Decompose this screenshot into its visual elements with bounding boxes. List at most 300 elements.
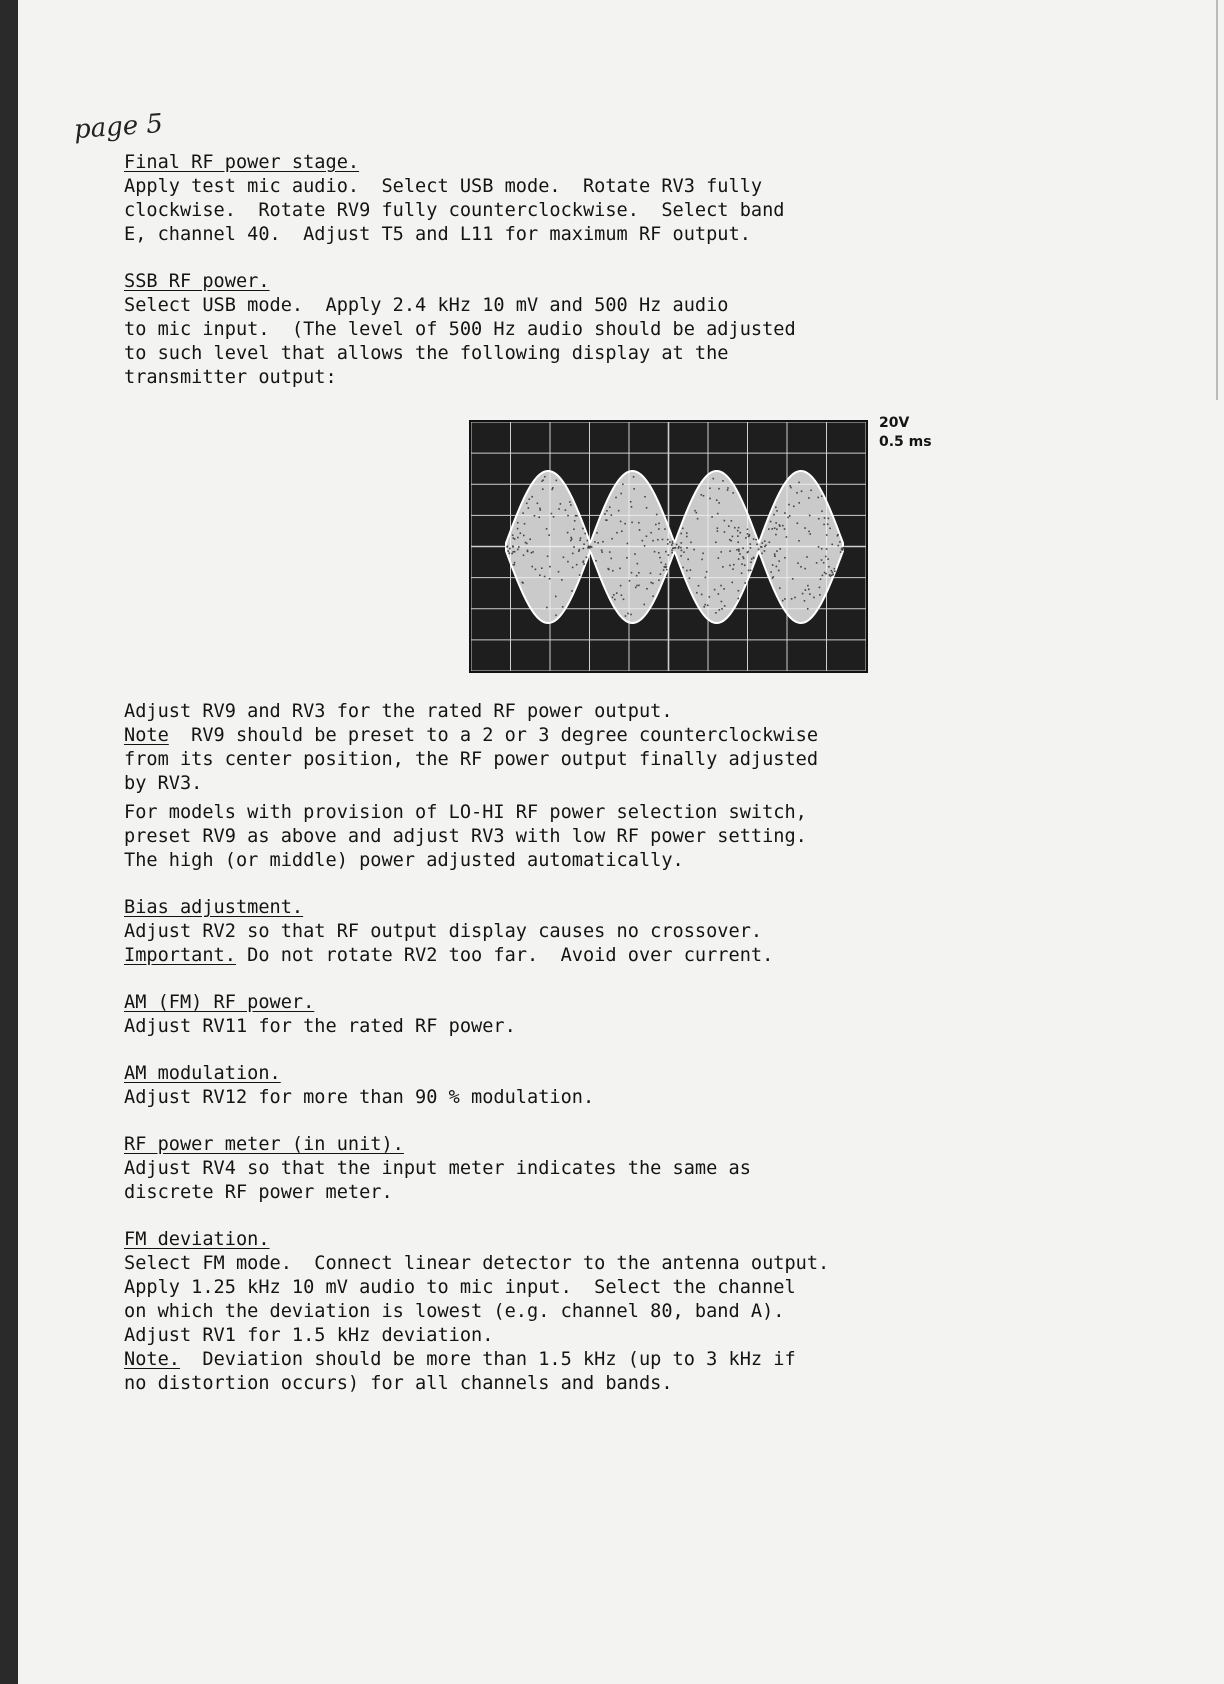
trace-speckle: [549, 566, 551, 568]
trace-speckle: [748, 570, 750, 572]
trace-speckle: [727, 487, 729, 489]
trace-speckle: [636, 585, 638, 587]
trace-speckle: [798, 540, 800, 542]
trace-speckle: [793, 505, 795, 507]
trace-speckle: [747, 533, 749, 535]
trace-speckle: [701, 559, 703, 561]
trace-speckle: [579, 574, 581, 576]
trace-speckle: [630, 614, 632, 616]
trace-speckle: [761, 553, 763, 555]
trace-speckle: [620, 493, 622, 495]
trace-speckle: [583, 563, 585, 565]
note-label: Note: [124, 725, 169, 746]
trace-speckle: [694, 510, 696, 512]
trace-speckle: [711, 516, 713, 518]
document-page: [18, 0, 1224, 1684]
trace-speckle: [613, 594, 615, 596]
trace-speckle: [512, 545, 514, 547]
trace-speckle: [538, 516, 540, 518]
trace-speckle: [658, 552, 660, 554]
trace-speckle: [747, 551, 749, 553]
trace-speckle: [576, 515, 578, 517]
trace-speckle: [789, 515, 791, 517]
trace-speckle: [539, 574, 541, 576]
trace-speckle: [576, 564, 578, 566]
trace-speckle: [789, 485, 791, 487]
trace-speckle: [660, 573, 662, 575]
trace-speckle: [809, 515, 811, 517]
trace-speckle: [696, 512, 698, 514]
trace-speckle: [750, 570, 752, 572]
trace-speckle: [627, 543, 629, 545]
trace-speckle: [843, 547, 845, 549]
trace-speckle: [738, 590, 740, 592]
trace-speckle: [817, 497, 819, 499]
trace-speckle: [739, 553, 741, 555]
trace-speckle: [571, 590, 573, 592]
trace-speckle: [528, 507, 530, 509]
trace-speckle: [792, 578, 794, 580]
trace-speckle: [805, 589, 807, 591]
trace-speckle: [842, 549, 844, 551]
trace-speckle: [520, 532, 522, 534]
trace-speckle: [652, 540, 654, 542]
heading-am-modulation: AM modulation.: [124, 1063, 281, 1084]
trace-speckle: [678, 547, 680, 549]
body-line: E, channel 40. Adjust T5 and L11 for maximum RF output.: [124, 224, 751, 245]
trace-speckle: [636, 575, 638, 577]
trace-speckle: [807, 585, 809, 587]
trace-speckle: [737, 530, 739, 532]
trace-speckle: [831, 544, 833, 546]
body-line: transmitter output:: [124, 367, 337, 388]
trace-speckle: [720, 585, 722, 587]
trace-speckle: [834, 568, 836, 570]
trace-speckle: [775, 522, 777, 524]
trace-speckle: [717, 527, 719, 529]
trace-speckle: [739, 532, 741, 534]
trace-speckle: [669, 541, 671, 543]
trace-speckle: [839, 541, 841, 543]
trace-speckle: [604, 513, 606, 515]
trace-speckle: [620, 521, 622, 523]
trace-speckle: [583, 560, 585, 562]
trace-speckle: [837, 535, 839, 537]
body-line: Note RV9 should be preset to a 2 or 3 degree counterclockwise: [124, 725, 819, 746]
trace-speckle: [602, 541, 604, 543]
trace-speckle: [674, 547, 676, 549]
trace-speckle: [621, 530, 623, 532]
trace-speckle: [643, 604, 645, 606]
trace-speckle: [768, 528, 770, 530]
body-line: Adjust RV2 so that RF output display causes no crossover.: [124, 921, 763, 942]
trace-speckle: [826, 548, 828, 550]
trace-speckle: [773, 514, 775, 516]
trace-speckle: [601, 551, 603, 553]
trace-speckle: [578, 550, 580, 552]
trace-speckle: [631, 506, 633, 508]
trace-speckle: [696, 592, 698, 594]
trace-speckle: [631, 522, 633, 524]
trace-speckle: [514, 562, 516, 564]
trace-speckle: [703, 606, 705, 608]
trace-speckle: [709, 498, 711, 500]
trace-speckle: [639, 529, 641, 531]
heading-final-rf: Final RF power stage.: [124, 152, 360, 173]
trace-speckle: [644, 496, 646, 498]
trace-speckle: [736, 549, 738, 551]
body-line: Adjust RV4 so that the input meter indicates the same as: [124, 1158, 751, 1179]
trace-speckle: [770, 571, 772, 573]
trace-speckle: [646, 535, 648, 537]
trace-speckle: [826, 534, 828, 536]
trace-speckle: [517, 537, 519, 539]
trace-speckle: [738, 550, 740, 552]
trace-speckle: [750, 547, 752, 549]
scope-trace: [471, 422, 866, 671]
trace-speckle: [523, 535, 525, 537]
trace-speckle: [722, 480, 724, 482]
trace-speckle: [578, 549, 580, 551]
trace-speckle: [528, 498, 530, 500]
trace-speckle: [804, 568, 806, 570]
trace-speckle: [511, 553, 513, 555]
trace-speckle: [652, 595, 654, 597]
trace-speckle: [738, 598, 740, 600]
trace-speckle: [698, 585, 700, 587]
trace-speckle: [734, 527, 736, 529]
trace-speckle: [507, 545, 509, 547]
trace-speckle: [626, 557, 628, 559]
trace-speckle: [816, 562, 818, 564]
trace-speckle: [558, 571, 560, 573]
trace-speckle: [828, 566, 830, 568]
trace-speckle: [771, 528, 773, 530]
trace-speckle: [584, 533, 586, 535]
trace-speckle: [776, 510, 778, 512]
trace-speckle: [808, 589, 810, 591]
trace-speckle: [737, 535, 739, 537]
trace-speckle: [683, 551, 685, 553]
oscilloscope-figure: [124, 390, 1124, 700]
trace-speckle: [654, 551, 656, 553]
trace-speckle: [513, 564, 515, 566]
trace-speckle: [825, 573, 827, 575]
trace-speckle: [531, 566, 533, 568]
trace-speckle: [618, 510, 620, 512]
trace-speckle: [665, 564, 667, 566]
trace-speckle: [796, 492, 798, 494]
heading-rf-power-meter: RF power meter (in unit).: [124, 1134, 404, 1155]
trace-speckle: [638, 585, 640, 587]
trace-speckle: [611, 514, 613, 516]
trace-speckle: [744, 564, 746, 566]
trace-speckle: [574, 520, 576, 522]
trace-speckle: [806, 556, 808, 558]
trace-speckle: [579, 539, 581, 541]
trace-speckle: [671, 544, 673, 546]
trace-speckle: [551, 513, 553, 515]
trace-speckle: [612, 570, 614, 572]
trace-speckle: [825, 556, 827, 558]
trace-speckle: [542, 488, 544, 490]
trace-speckle: [591, 546, 593, 548]
trace-speckle: [828, 518, 830, 520]
trace-speckle: [784, 557, 786, 559]
trace-speckle: [729, 565, 731, 567]
trace-speckle: [583, 548, 585, 550]
trace-speckle: [660, 562, 662, 564]
trace-speckle: [646, 588, 648, 590]
trace-speckle: [798, 482, 800, 484]
trace-speckle: [718, 593, 720, 595]
trace-speckle: [637, 563, 639, 565]
trace-speckle: [563, 556, 565, 558]
trace-speckle: [583, 543, 585, 545]
trace-speckle: [650, 572, 652, 574]
trace-speckle: [680, 547, 682, 549]
page-edge: [1216, 0, 1218, 400]
trace-speckle: [770, 521, 772, 523]
trace-speckle: [697, 518, 699, 520]
trace-speckle: [716, 499, 718, 501]
trace-speckle: [610, 558, 612, 560]
trace-speckle: [655, 524, 657, 526]
trace-speckle: [729, 539, 731, 541]
trace-speckle: [650, 532, 652, 534]
trace-speckle: [518, 546, 520, 548]
trace-speckle: [764, 550, 766, 552]
heading-ssb-rf: SSB RF power.: [124, 271, 270, 292]
trace-speckle: [703, 495, 705, 497]
trace-speckle: [630, 501, 632, 503]
trace-speckle: [671, 552, 673, 554]
trace-speckle: [686, 532, 688, 534]
trace-speckle: [539, 509, 541, 511]
trace-speckle: [623, 598, 625, 600]
trace-speckle: [743, 558, 745, 560]
trace-speckle: [522, 582, 524, 584]
trace-speckle: [680, 555, 682, 557]
trace-speckle: [727, 489, 729, 491]
trace-speckle: [558, 508, 560, 510]
trace-speckle: [615, 497, 617, 499]
trace-speckle: [514, 551, 516, 553]
trace-speckle: [622, 484, 624, 486]
trace-speckle: [822, 575, 824, 577]
trace-speckle: [748, 536, 750, 538]
trace-speckle: [755, 539, 757, 541]
trace-speckle: [522, 512, 524, 514]
trace-speckle: [764, 540, 766, 542]
scope-scale-labels: [879, 414, 932, 452]
trace-speckle: [724, 605, 726, 607]
trace-speckle: [774, 527, 776, 529]
trace-speckle: [627, 613, 629, 615]
trace-speckle: [596, 532, 598, 534]
trace-speckle: [658, 528, 660, 530]
trace-speckle: [819, 587, 821, 589]
trace-speckle: [718, 502, 720, 504]
trace-speckle: [741, 572, 743, 574]
trace-speckle: [808, 531, 810, 533]
body-line: Apply test mic audio. Select USB mode. Rotate RV3 fully: [124, 176, 763, 197]
trace-speckle: [635, 587, 637, 589]
trace-speckle: [823, 562, 825, 564]
trace-speckle: [809, 533, 811, 535]
trace-speckle: [616, 592, 618, 594]
trace-speckle: [570, 540, 572, 542]
trace-speckle: [614, 599, 616, 601]
trace-speckle: [769, 541, 771, 543]
trace-speckle: [541, 567, 543, 569]
oscilloscope-display: [469, 420, 868, 673]
trace-speckle: [595, 560, 597, 562]
trace-speckle: [638, 572, 640, 574]
trace-speckle: [700, 494, 702, 496]
trace-speckle: [555, 596, 557, 598]
trace-speckle: [527, 551, 529, 553]
trace-speckle: [800, 566, 802, 568]
trace-speckle: [720, 551, 722, 553]
body-line: by RV3.: [124, 773, 203, 794]
trace-speckle: [656, 514, 658, 516]
note-label: Note.: [124, 1349, 180, 1370]
trace-speckle: [650, 582, 652, 584]
trace-speckle: [534, 515, 536, 517]
heading-bias: Bias adjustment.: [124, 897, 304, 918]
body-line: on which the deviation is lowest (e.g. channel 80, band A).: [124, 1301, 785, 1322]
trace-speckle: [686, 536, 688, 538]
trace-speckle: [680, 533, 682, 535]
trace-speckle: [531, 496, 533, 498]
trace-speckle: [749, 534, 751, 536]
trace-speckle: [549, 578, 551, 580]
trace-speckle: [729, 550, 731, 552]
trace-speckle: [786, 536, 788, 538]
trace-speckle: [791, 598, 793, 600]
trace-speckle: [731, 520, 733, 522]
trace-speckle: [705, 577, 707, 579]
trace-speckle: [732, 568, 734, 570]
trace-speckle: [672, 541, 674, 543]
trace-speckle: [821, 559, 823, 561]
trace-speckle: [507, 550, 509, 552]
trace-speckle: [546, 607, 548, 609]
trace-speckle: [512, 537, 514, 539]
trace-speckle: [524, 523, 526, 525]
trace-speckle: [702, 553, 704, 555]
trace-speckle: [693, 549, 695, 551]
trace-speckle: [609, 551, 611, 553]
body-line: Apply 1.25 kHz 10 mV audio to mic input. Select the channel: [124, 1277, 796, 1298]
trace-speckle: [753, 557, 755, 559]
trace-speckle: [611, 538, 613, 540]
trace-speckle: [824, 517, 826, 519]
trace-speckle: [629, 580, 631, 582]
ssb-envelope-trace: [506, 471, 843, 623]
trace-speckle: [832, 572, 834, 574]
trace-speckle: [646, 507, 648, 509]
trace-speckle: [616, 532, 618, 534]
trace-speckle: [787, 517, 789, 519]
trace-speckle: [779, 548, 781, 550]
trace-speckle: [750, 561, 752, 563]
trace-speckle: [730, 540, 732, 542]
trace-speckle: [551, 489, 553, 491]
trace-speckle: [721, 608, 723, 610]
important-label: Important.: [124, 945, 236, 966]
trace-speckle: [809, 593, 811, 595]
trace-speckle: [753, 538, 755, 540]
trace-speckle: [790, 487, 792, 489]
trace-speckle: [832, 574, 834, 576]
trace-speckle: [594, 541, 596, 543]
trace-speckle: [821, 548, 823, 550]
trace-speckle: [715, 542, 717, 544]
trace-speckle: [723, 588, 725, 590]
trace-speckle: [532, 551, 534, 553]
trace-speckle: [539, 508, 541, 510]
trace-speckle: [619, 568, 621, 570]
trace-speckle: [708, 596, 710, 598]
trace-speckle: [561, 579, 563, 581]
body-line: Adjust RV11 for the rated RF power.: [124, 1016, 516, 1037]
trace-speckle: [634, 553, 636, 555]
trace-speckle: [742, 547, 744, 549]
trace-speckle: [676, 544, 678, 546]
trace-speckle: [782, 600, 784, 602]
trace-speckle: [813, 597, 815, 599]
trace-speckle: [553, 516, 555, 518]
trace-speckle: [552, 487, 554, 489]
trace-speckle: [665, 566, 667, 568]
body-line: Adjust RV9 and RV3 for the rated RF power output.: [124, 701, 673, 722]
trace-speckle: [586, 557, 588, 559]
trace-speckle: [686, 547, 688, 549]
trace-speckle: [798, 502, 800, 504]
trace-speckle: [745, 537, 747, 539]
trace-speckle: [573, 546, 575, 548]
heading-fm-deviation: FM deviation.: [124, 1229, 270, 1250]
trace-speckle: [606, 519, 608, 521]
body-line: Note. Deviation should be more than 1.5 kHz (up to 3 kHz if: [124, 1349, 796, 1370]
trace-speckle: [523, 554, 525, 556]
trace-speckle: [731, 582, 733, 584]
trace-speckle: [625, 615, 627, 617]
body-line: clockwise. Rotate RV9 fully counterclockwise. Select band: [124, 200, 785, 221]
trace-speckle: [776, 528, 778, 530]
trace-speckle: [665, 551, 667, 553]
trace-speckle: [784, 512, 786, 514]
document-body: [124, 151, 1124, 1396]
trace-speckle: [509, 552, 511, 554]
trace-speckle: [588, 546, 590, 548]
trace-speckle: [788, 504, 790, 506]
trace-speckle: [747, 529, 749, 531]
body-line: Important. Do not rotate RV2 too far. Avoid over current.: [124, 945, 774, 966]
body-line: Adjust RV12 for more than 90 % modulation.: [124, 1087, 595, 1108]
trace-speckle: [572, 567, 574, 569]
trace-speckle: [782, 525, 784, 527]
trace-speckle: [717, 513, 719, 515]
trace-speckle: [756, 544, 758, 546]
scope-time-div: 0.5 ms: [879, 434, 932, 450]
trace-speckle: [724, 531, 726, 533]
trace-speckle: [556, 480, 558, 482]
trace-speckle: [715, 612, 717, 614]
trace-speckle: [601, 549, 603, 551]
